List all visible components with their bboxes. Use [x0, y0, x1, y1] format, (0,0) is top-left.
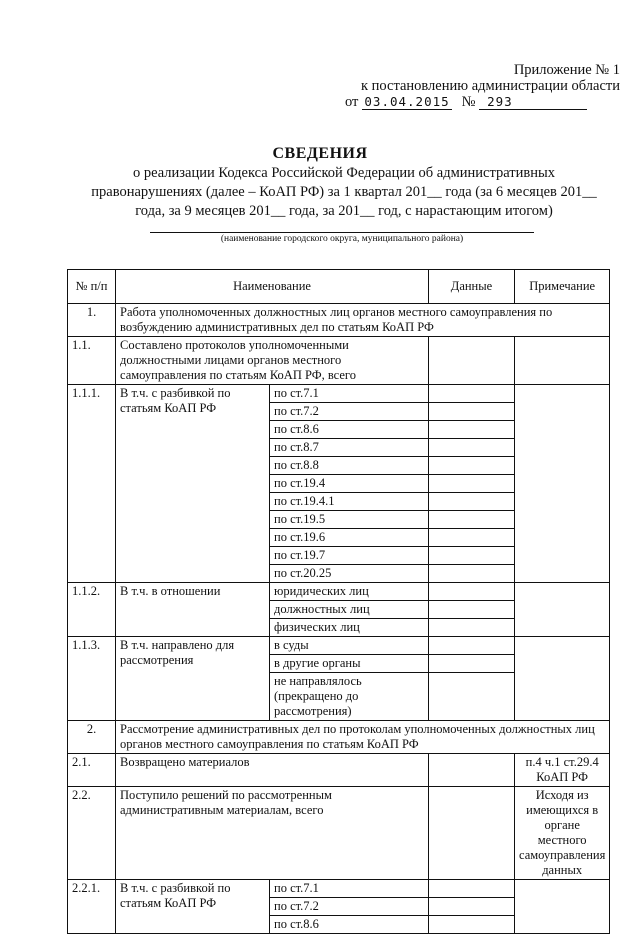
section-title: Рассмотрение административных дел по протоколам уполномоченных должностных лиц органов местного самоуправления по статьям КоАП РФ [116, 721, 610, 754]
header-name: Наименование [116, 270, 429, 304]
article-label: по ст.19.7 [270, 547, 429, 565]
header-data: Данные [429, 270, 515, 304]
data-cell[interactable] [429, 337, 515, 385]
data-cell[interactable] [429, 898, 515, 916]
article-label: по ст.19.6 [270, 529, 429, 547]
article-label: по ст.7.1 [270, 385, 429, 403]
resolution-reference: к постановлению администрации области [360, 78, 620, 94]
table-row [68, 721, 610, 754]
table-row [68, 787, 610, 880]
appendix-label: Приложение № 1 [513, 62, 620, 78]
data-cell[interactable] [429, 655, 515, 673]
note-cell [515, 337, 610, 385]
data-cell[interactable] [429, 457, 515, 475]
table-row [68, 754, 610, 787]
row-number: 2. [68, 721, 116, 754]
date-prefix: от [345, 94, 359, 110]
article-label: по ст.8.7 [270, 439, 429, 457]
table-row [68, 637, 610, 655]
page-subtitle: о реализации Кодекса Российской Федерации об административных правонарушениях (далее – КоАП РФ) за 1 квартал 201__ года (за 6 месяцев 201__ года, за 9 месяцев 201__ года, за 201__ год, с нарастающим итогом) [91, 165, 597, 219]
row-number: 2.2.1. [68, 880, 116, 934]
data-cell[interactable] [429, 637, 515, 655]
table-row [68, 880, 610, 898]
row-number: 1.1. [68, 337, 116, 385]
data-cell[interactable] [429, 385, 515, 403]
data-cell[interactable] [429, 787, 515, 880]
data-cell[interactable] [429, 601, 515, 619]
note-cell: Исходя из имеющихся в органе местного самоуправления данных [515, 787, 610, 880]
resolution-number: 293 [479, 95, 587, 110]
table-row [68, 304, 610, 337]
article-label: по ст.19.4.1 [270, 493, 429, 511]
note-cell [515, 583, 610, 637]
article-label: по ст.7.2 [270, 898, 429, 916]
data-cell[interactable] [429, 565, 515, 583]
row-label: В т.ч. с разбивкой по статьям КоАП РФ [116, 880, 270, 934]
data-cell[interactable] [429, 880, 515, 898]
note-cell [515, 880, 610, 934]
report-table [67, 269, 610, 934]
table-row [68, 583, 610, 601]
article-label: по ст.8.6 [270, 916, 429, 934]
subject-label: физических лиц [270, 619, 429, 637]
data-cell[interactable] [429, 475, 515, 493]
article-label: по ст.19.5 [270, 511, 429, 529]
subject-label: должностных лиц [270, 601, 429, 619]
table-header-row [68, 270, 610, 304]
row-number: 1.1.1. [68, 385, 116, 583]
data-cell[interactable] [429, 493, 515, 511]
note-cell [515, 637, 610, 721]
data-cell[interactable] [429, 916, 515, 934]
number-prefix: № [461, 94, 476, 110]
article-label: по ст.7.2 [270, 403, 429, 421]
resolution-date: 03.04.2015 [362, 95, 452, 110]
row-label: В т.ч. в отношении [116, 583, 270, 637]
data-cell[interactable] [429, 403, 515, 421]
note-cell: п.4 ч.1 ст.29.4 КоАП РФ [515, 754, 610, 787]
row-label: Возвращено материалов [116, 754, 429, 787]
destination-label: не направлялось (прекращено до рассмотрения) [270, 673, 429, 721]
data-cell[interactable] [429, 421, 515, 439]
data-cell[interactable] [429, 619, 515, 637]
row-label: Поступило решений по рассмотренным административным материалам, всего [116, 787, 429, 880]
destination-label: в суды [270, 637, 429, 655]
municipality-fill-line [150, 232, 534, 233]
article-label: по ст.8.8 [270, 457, 429, 475]
data-cell[interactable] [429, 754, 515, 787]
data-cell[interactable] [429, 439, 515, 457]
destination-label: в другие органы [270, 655, 429, 673]
article-label: по ст.19.4 [270, 475, 429, 493]
data-cell[interactable] [429, 529, 515, 547]
page-title: СВЕДЕНИЯ [272, 145, 368, 162]
row-label: В т.ч. с разбивкой по статьям КоАП РФ [116, 385, 270, 583]
article-label: по ст.8.6 [270, 421, 429, 439]
row-number: 2.2. [68, 787, 116, 880]
article-label: по ст.7.1 [270, 880, 429, 898]
table-row [68, 337, 610, 385]
data-cell[interactable] [429, 583, 515, 601]
row-number: 1.1.3. [68, 637, 116, 721]
row-label: Составлено протоколов уполномоченными должностными лицами органов местного самоуправления по статьям КоАП РФ, всего [116, 337, 429, 385]
header-note: Примечание [515, 270, 610, 304]
header-num: № п/п [68, 270, 116, 304]
data-cell[interactable] [429, 673, 515, 721]
note-cell [515, 385, 610, 583]
section-title: Работа уполномоченных должностных лиц органов местного самоуправления по возбуждению административных дел по статьям КоАП РФ [116, 304, 610, 337]
row-number: 1. [68, 304, 116, 337]
row-label: В т.ч. направлено для рассмотрения [116, 637, 270, 721]
subject-label: юридических лиц [270, 583, 429, 601]
row-number: 2.1. [68, 754, 116, 787]
municipality-caption: (наименование городского округа, муниципального района) [220, 234, 464, 244]
article-label: по ст.20.25 [270, 565, 429, 583]
date-number-line [345, 94, 587, 111]
row-number: 1.1.2. [68, 583, 116, 637]
table-row [68, 385, 610, 403]
data-cell[interactable] [429, 511, 515, 529]
data-cell[interactable] [429, 547, 515, 565]
